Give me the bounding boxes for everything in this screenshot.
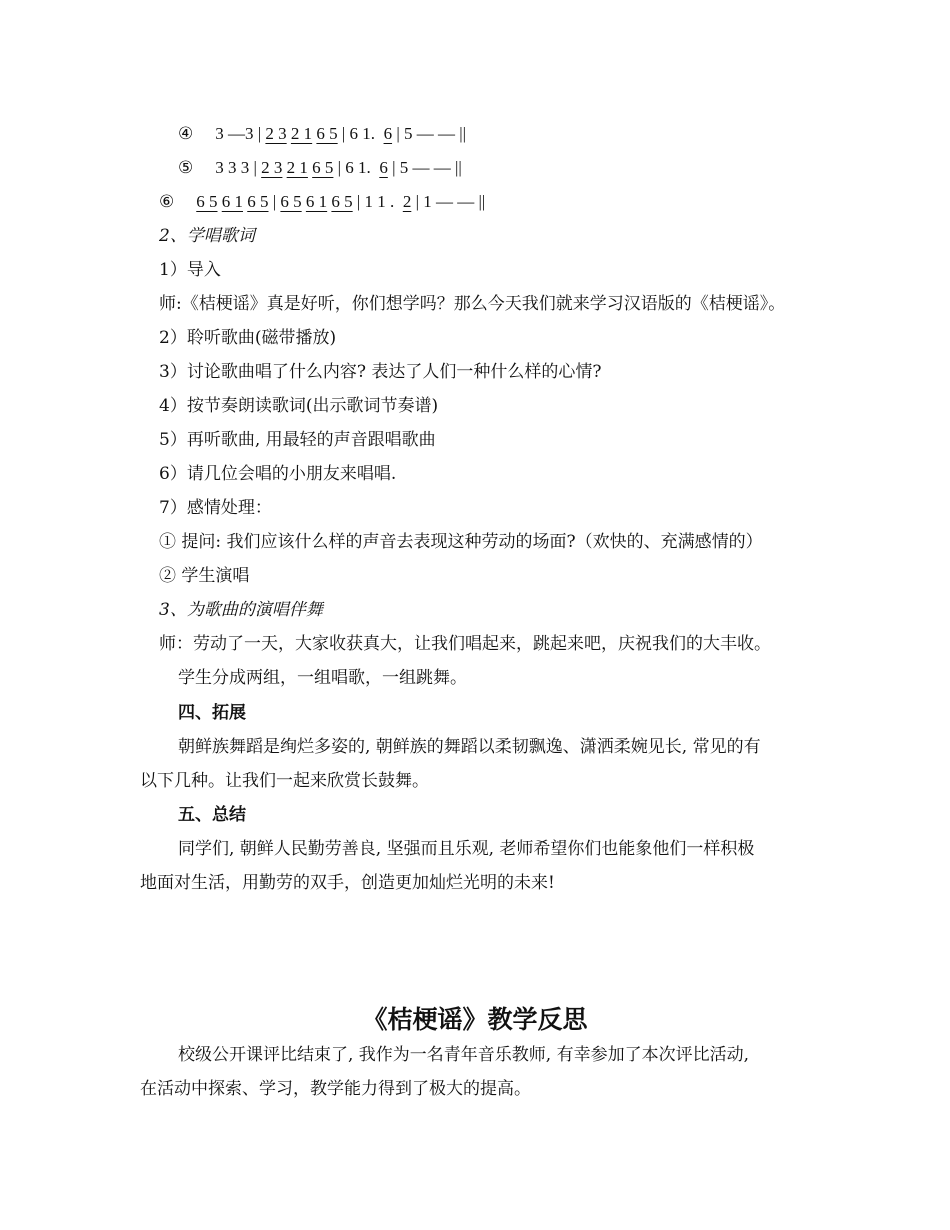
note-text: | 5 ― ― || [387, 158, 462, 177]
paragraph: 地面对生活，用勤劳的双手，创造更加灿烂光明的未来! [140, 873, 555, 893]
notation-line-4 [178, 123, 466, 145]
note-text: | 1 ― ― || [411, 192, 486, 211]
paragraph: 朝鲜族舞蹈是绚烂多姿的, 朝鲜族的舞蹈以柔韧飘逸、潇洒柔婉见长, 常见的有 [178, 737, 761, 757]
notation-parts [215, 123, 466, 145]
notation-line-6 [159, 191, 485, 213]
underlined-note-group: 6 5 [280, 192, 302, 211]
section-heading: 五、总结 [178, 805, 246, 825]
underlined-note-group: 6 5 [196, 192, 218, 211]
underlined-note-group: 6 1 [305, 192, 328, 211]
notation-line-5 [178, 157, 462, 179]
step-text: 6）请几位会唱的小朋友来唱唱. [159, 464, 397, 484]
step-text: 4）按节奏朗读歌词(出示歌词节奏谱) [159, 396, 439, 416]
underlined-note-group: 2 1 [290, 124, 313, 143]
underlined-note-group: 2 3 [265, 124, 287, 143]
section-heading: 2、学唱歌词 [159, 226, 255, 246]
note-text: | [268, 192, 281, 211]
underlined-note-group: 6 5 [331, 192, 353, 211]
notation-parts [215, 157, 462, 179]
reflection-title: 《桔梗谣》教学反思 [362, 1005, 588, 1034]
step-text: ② 学生演唱 [159, 566, 250, 586]
note-text: | 1 1 . [352, 192, 403, 211]
paragraph: 同学们, 朝鲜人民勤劳善良, 坚强而且乐观, 老师希望你们也能象他们一样积极 [178, 839, 755, 859]
notation-marker: ⑥ [159, 192, 175, 211]
step-text: 3）讨论歌曲唱了什么内容? 表达了人们一种什么样的心情? [159, 362, 602, 382]
underlined-note-group: 6 1 [221, 192, 243, 211]
paragraph: 校级公开课评比结束了, 我作为一名青年音乐教师, 有幸参加了本次评比活动, [178, 1045, 750, 1065]
note-text: | 6 1. [337, 124, 384, 143]
paragraph: 师:《桔梗谣》真是好听，你们想学吗？那么今天我们就来学习汉语版的《桔梗谣》。 [159, 294, 786, 314]
paragraph: 在活动中探索、学习，教学能力得到了极大的提高。 [140, 1079, 531, 1099]
step-text: 2）聆听歌曲(磁带播放) [159, 328, 337, 348]
note-text: | 6 1. [333, 158, 380, 177]
paragraph: 学生分成两组，一组唱歌，一组跳舞。 [178, 668, 467, 688]
step-text: 5）再听歌曲, 用最轻的声音跟唱歌曲 [159, 430, 436, 450]
notation-marker: ④ [178, 124, 194, 143]
step-text: ① 提问: 我们应该什么样的声音去表现这种劳动的场面?（欢快的、充满感情的） [159, 532, 763, 552]
notation-parts [196, 191, 485, 213]
section-heading: 四、拓展 [178, 703, 246, 723]
paragraph: 以下几种。让我们一起来欣赏长鼓舞。 [140, 771, 429, 791]
paragraph: 师：劳动了一天，大家收获真大，让我们唱起来，跳起来吧，庆祝我们的大丰收。 [159, 634, 771, 654]
note-text: 3 ―3 | [215, 124, 266, 143]
underlined-note-group: 6 [383, 124, 393, 143]
note-text: 3 3 3 | [215, 158, 262, 177]
underlined-note-group: 2 1 [286, 158, 308, 177]
section-heading: 3、为歌曲的演唱伴舞 [159, 600, 323, 620]
underlined-note-group: 2 3 [261, 158, 283, 177]
note-text: | 5 ― ― || [392, 124, 467, 143]
underlined-note-group: 6 [379, 158, 388, 177]
underlined-note-group: 6 5 [316, 124, 338, 143]
underlined-note-group: 6 5 [312, 158, 334, 177]
underlined-note-group: 6 5 [247, 192, 269, 211]
step-text: 1）导入 [159, 260, 221, 280]
notation-marker: ⑤ [178, 158, 194, 177]
underlined-note-group: 2 [402, 192, 412, 211]
step-text: 7）感情处理： [159, 498, 272, 518]
